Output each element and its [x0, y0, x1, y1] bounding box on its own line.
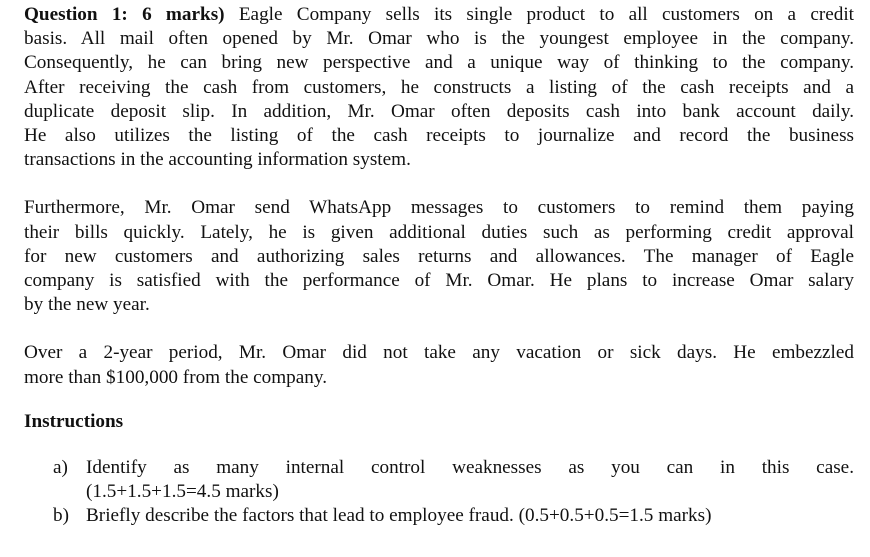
spacer: [24, 390, 854, 410]
paragraph-2-line: their bills quickly. Lately, he is given additional duties such as performing credit approval: [24, 221, 854, 243]
list-marker: a): [53, 457, 68, 479]
list-marker: b): [53, 505, 69, 527]
instruction-text: Identify as many internal control weaknesses as you can in this case.: [86, 457, 854, 479]
spacer: [24, 434, 854, 456]
question-label: Question 1: 6 marks): [24, 4, 225, 25]
instruction-text: Briefly describe the factors that lead to employee fraud. (0.5+0.5+0.5=1.5 marks): [86, 505, 712, 527]
instructions-heading: Instructions: [24, 410, 124, 432]
paragraph-1-line: transactions in the accounting information system.: [24, 149, 411, 171]
paragraph-1-line: basis. All mail often opened by Mr. Omar who is the youngest employee in the company.: [24, 28, 854, 50]
paragraph-2-line: company is satisfied with the performance of Mr. Omar. He plans to increase Omar salary: [24, 270, 854, 292]
instruction-item-b: [24, 504, 854, 528]
paragraph-2-line: for new customers and authorizing sales returns and allowances. The manager of Eagle: [24, 245, 854, 267]
spacer: [24, 172, 854, 196]
paragraph-1-line: Question 1: 6 marks) Eagle Company sells its single product to all customers on a credit: [24, 4, 854, 25]
instruction-marks: (1.5+1.5+1.5=4.5 marks): [86, 481, 279, 503]
paragraph-1: [24, 3, 854, 172]
spacer: [24, 317, 854, 341]
instruction-item-a: [24, 456, 854, 504]
paragraph-3: [24, 341, 854, 389]
instructions-list: [24, 456, 854, 529]
paragraph-2: [24, 196, 854, 317]
paragraph-3-line: more than $100,000 from the company.: [24, 366, 328, 388]
paragraph-1-line: duplicate deposit slip. In addition, Mr. Omar often deposits cash into bank account daily.: [24, 100, 854, 122]
paragraph-1-line: After receiving the cash from customers, he constructs a listing of the cash receipts and a: [24, 76, 854, 98]
paragraph-1-line: Consequently, he can bring new perspective and a unique way of thinking to the company.: [24, 52, 854, 74]
paragraph-1-line: He also utilizes the listing of the cash receipts to journalize and record the business: [24, 125, 854, 147]
paragraph-2-line: Furthermore, Mr. Omar send WhatsApp messages to customers to remind them paying: [24, 197, 854, 219]
question-document: [24, 3, 854, 529]
paragraph-2-line: by the new year.: [24, 294, 150, 316]
paragraph-3-line: Over a 2-year period, Mr. Omar did not take any vacation or sick days. He embezzled: [24, 342, 854, 364]
